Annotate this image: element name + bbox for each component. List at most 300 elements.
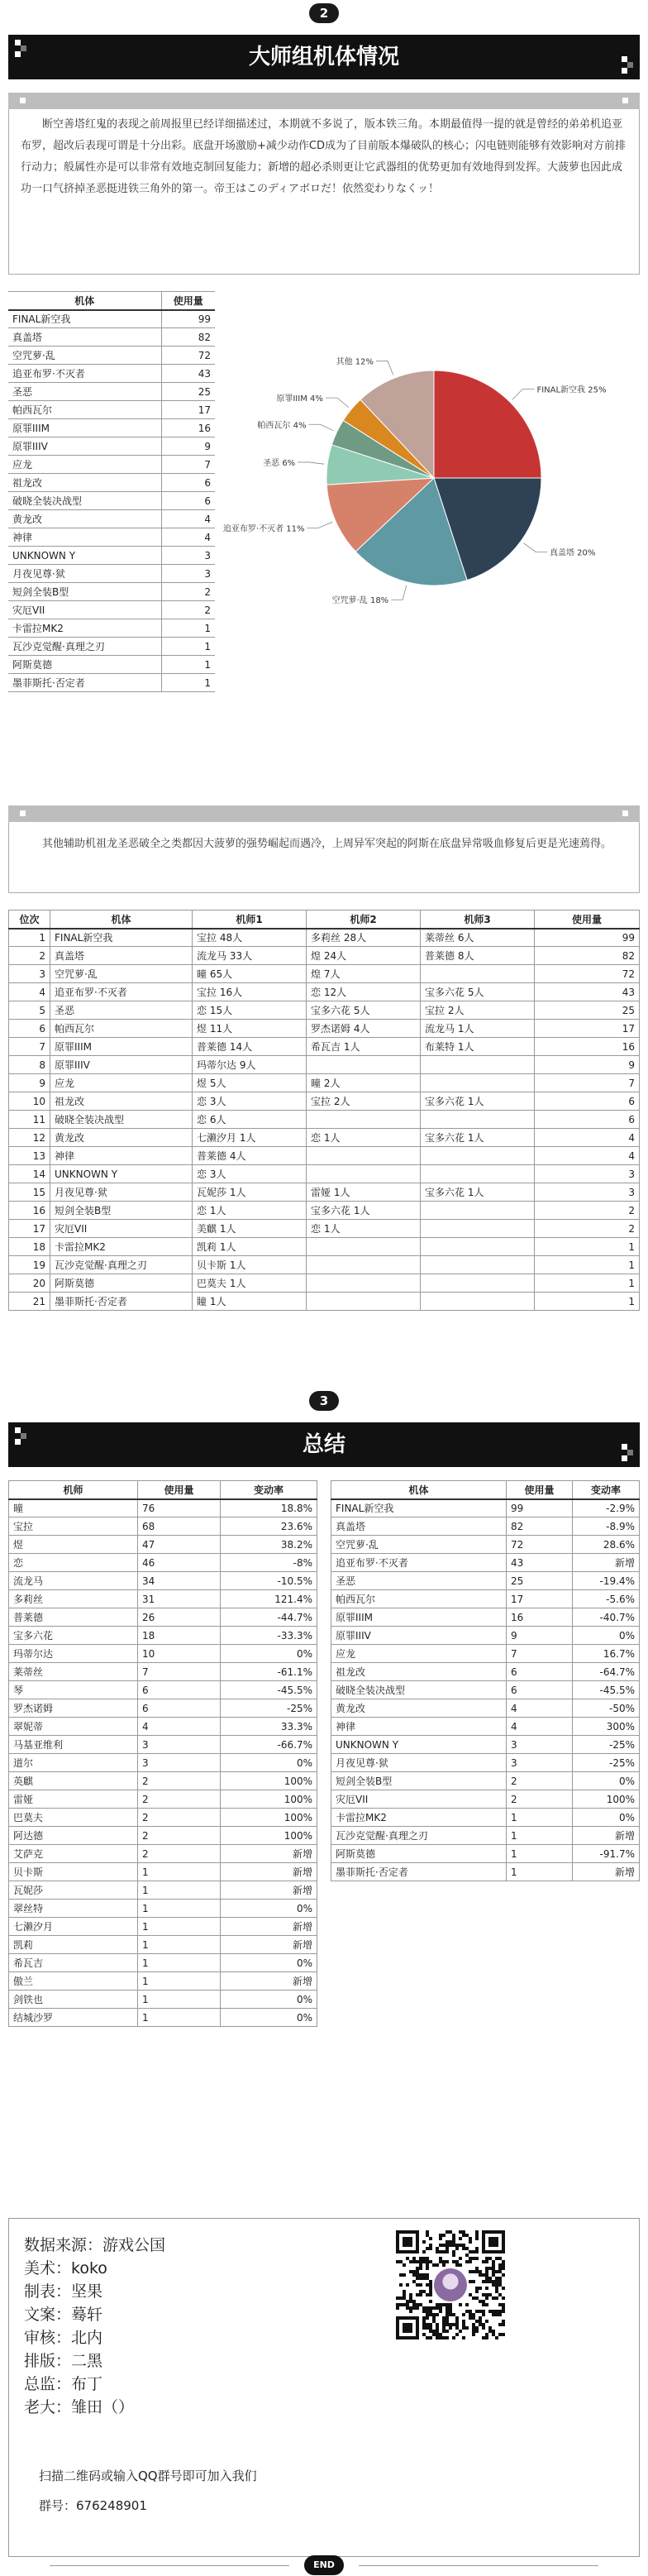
usage-count-cell: 1 [161, 638, 215, 656]
usage-count-cell: 1 [535, 1238, 640, 1256]
pie-leader-line [308, 424, 333, 431]
section-badge-3: 3 [309, 1391, 339, 1411]
usage-count-cell: 2 [161, 601, 215, 619]
pilot1-cell: 曈 65人 [193, 965, 307, 983]
change-rate-cell: 新增 [573, 1863, 640, 1881]
usage-header-count: 使用量 [161, 292, 215, 310]
mech-name-cell: 追亚布罗·不灭者 [50, 983, 193, 1001]
table-row [331, 1718, 640, 1736]
pilot2-cell [307, 1293, 421, 1311]
pie-leader-line [512, 390, 535, 400]
usage-count-cell: 2 [535, 1220, 640, 1238]
pilot3-cell: 宝多六花 1人 [421, 1092, 535, 1111]
change-rate-cell: -2.9% [573, 1499, 640, 1517]
usage-count-cell: 6 [138, 1681, 221, 1699]
pilot-name-cell: 傲兰 [9, 1972, 138, 1991]
pixel-deco [622, 1444, 627, 1450]
credit-line: 审核：北内 [24, 2329, 103, 2347]
section-title: 大师组机体情况 [248, 45, 399, 69]
usage-count-cell: 1 [138, 1881, 221, 1900]
table-row [8, 619, 215, 638]
mech-name-cell: 阿斯莫德 [331, 1845, 507, 1863]
table-row [9, 1183, 640, 1202]
usage-count-cell: 2 [138, 1772, 221, 1790]
rank-cell: 8 [9, 1056, 50, 1074]
change-rate-cell: -91.7% [573, 1845, 640, 1863]
table-row [8, 547, 215, 565]
rank-cell: 5 [9, 1001, 50, 1020]
pilot3-cell: 宝拉 2人 [421, 1001, 535, 1020]
usage-count-cell: 3 [535, 1165, 640, 1183]
pilot2-cell: 多莉丝 28人 [307, 929, 421, 947]
table-row [9, 983, 640, 1001]
usage-count-cell: 2 [507, 1790, 573, 1809]
pilot-name-cell: 剑铁也 [9, 1991, 138, 2009]
pixel-deco [627, 1450, 633, 1455]
usage-count-cell: 10 [138, 1645, 221, 1663]
pie-label: 真盖塔 20% [549, 548, 596, 558]
change-rate-cell: -40.7% [573, 1608, 640, 1627]
table-row [9, 1827, 317, 1845]
usage-count-cell: 72 [161, 346, 215, 365]
usage-count-cell: 1 [507, 1863, 573, 1881]
pilot1-cell: 恋 6人 [193, 1111, 307, 1129]
table-row [8, 565, 215, 583]
usage-count-cell: 1 [507, 1845, 573, 1863]
pilot-name-cell: 七濑汐月 [9, 1918, 138, 1936]
pilot2-cell [307, 1165, 421, 1183]
pilot3-cell [421, 1147, 535, 1165]
mech-name-cell: 阿斯莫德 [50, 1274, 193, 1293]
pilot1-cell: 瓦妮莎 1人 [193, 1183, 307, 1202]
table-row [9, 1918, 317, 1936]
table-row [9, 1293, 640, 1311]
usage-count-cell: 2 [138, 1827, 221, 1845]
pilot-name-cell: 煜 [9, 1536, 138, 1554]
pixel-deco [21, 45, 26, 51]
pilot-name-cell: 宝多六花 [9, 1627, 138, 1645]
pilot-name-cell: 雷娅 [9, 1790, 138, 1809]
pilot3-cell: 宝多六花 1人 [421, 1183, 535, 1202]
change-rate-cell: 18.8% [221, 1499, 317, 1517]
end-badge: END [304, 2555, 344, 2575]
table-row [331, 1627, 640, 1645]
change-rate-cell: 0% [221, 1991, 317, 2009]
change-rate-cell: -45.5% [221, 1681, 317, 1699]
usage-count-cell: 72 [507, 1536, 573, 1554]
detail-header-mech: 机体 [50, 910, 193, 929]
pilot-name-cell: 莱蒂丝 [9, 1663, 138, 1681]
pilot1-cell: 贝卡斯 1人 [193, 1256, 307, 1274]
usage-count-cell: 82 [161, 328, 215, 346]
mech-name-cell: FINAL新空我 [50, 929, 193, 947]
mech-name-cell: 瓦沙克觉醒·真理之刃 [331, 1827, 507, 1845]
change-rate-cell: -33.3% [221, 1627, 317, 1645]
change-rate-cell: -8% [221, 1554, 317, 1572]
usage-count-cell: 1 [535, 1256, 640, 1274]
pilot3-cell [421, 1256, 535, 1274]
credit-line: 美术：koko [24, 2259, 107, 2277]
mech-name-cell: 真盖塔 [8, 328, 161, 346]
usage-count-cell: 1 [138, 1918, 221, 1936]
usage-count-cell: 1 [138, 1936, 221, 1954]
table-row [8, 601, 215, 619]
table-row [8, 365, 215, 383]
change-rate-cell: 38.2% [221, 1536, 317, 1554]
table-row [331, 1772, 640, 1790]
pilot-name-cell: 凯莉 [9, 1936, 138, 1954]
table-row [9, 1111, 640, 1129]
table-row [9, 1590, 317, 1608]
usage-count-cell: 6 [507, 1663, 573, 1681]
pilot2-cell [307, 1274, 421, 1293]
change-rate-cell: 0% [221, 1754, 317, 1772]
mech-header-name: 机体 [331, 1481, 507, 1499]
mech-name-cell: 应龙 [331, 1645, 507, 1663]
pilot2-cell [307, 1111, 421, 1129]
table-row [9, 1681, 317, 1699]
usage-count-cell: 1 [161, 619, 215, 638]
pilot2-cell: 宝多六花 1人 [307, 1202, 421, 1220]
pixel-deco [622, 68, 627, 74]
mech-summary-table [331, 1480, 640, 1881]
table-row [8, 492, 215, 510]
change-rate-cell: 新增 [221, 1845, 317, 1863]
pilot2-cell: 曈 2人 [307, 1074, 421, 1092]
rank-cell: 15 [9, 1183, 50, 1202]
pilot-name-cell: 普莱德 [9, 1608, 138, 1627]
usage-count-cell: 72 [535, 965, 640, 983]
pilot-name-cell: 马基亚维利 [9, 1736, 138, 1754]
rank-cell: 2 [9, 947, 50, 965]
mech-name-cell: 原罪IIIV [8, 437, 161, 456]
credit-line: 老大：雏田（） [24, 2398, 135, 2416]
mech-name-cell: 短剑全装B型 [50, 1202, 193, 1220]
mech-name-cell: 月夜见尊·狱 [331, 1754, 507, 1772]
usage-count-cell: 4 [161, 528, 215, 547]
end-divider [359, 2565, 598, 2566]
usage-count-cell: 17 [507, 1590, 573, 1608]
table-row [331, 1499, 640, 1517]
table-row [9, 1220, 640, 1238]
change-rate-cell: 121.4% [221, 1590, 317, 1608]
usage-count-cell: 3 [138, 1754, 221, 1772]
mech-name-cell: 灾厄VII [8, 601, 161, 619]
usage-count-cell: 1 [507, 1827, 573, 1845]
change-rate-cell: 16.7% [573, 1645, 640, 1663]
table-row [331, 1572, 640, 1590]
mech-name-cell: 月夜见尊·狱 [50, 1183, 193, 1202]
pilot3-cell: 普莱德 8人 [421, 947, 535, 965]
pilot1-cell: 宝拉 16人 [193, 983, 307, 1001]
pie-label: 追亚布罗·不灭者 11% [222, 524, 305, 534]
mech-name-cell: 瓦沙克觉醒·真理之刃 [8, 638, 161, 656]
pilot-name-cell: 瓦妮莎 [9, 1881, 138, 1900]
usage-count-cell: 68 [138, 1517, 221, 1536]
usage-count-cell: 31 [138, 1590, 221, 1608]
pixel-deco [15, 40, 21, 45]
table-row [8, 510, 215, 528]
change-rate-cell: -66.7% [221, 1736, 317, 1754]
mech-header-count: 使用量 [507, 1481, 573, 1499]
usage-count-cell: 9 [535, 1056, 640, 1074]
scan-instruction: 扫描二维码或输入QQ群号即可加入我们 [39, 2468, 257, 2483]
mech-name-cell: 卡雷拉MK2 [331, 1809, 507, 1827]
pixel-deco [15, 51, 21, 57]
mech-name-cell: 空咒萝·乱 [50, 965, 193, 983]
rank-cell: 4 [9, 983, 50, 1001]
pilot-name-cell: 多莉丝 [9, 1590, 138, 1608]
pilot2-cell [307, 1147, 421, 1165]
mech-name-cell: 神律 [8, 528, 161, 547]
pilot1-cell: 美麒 1人 [193, 1220, 307, 1238]
pilot2-cell: 希瓦吉 1人 [307, 1038, 421, 1056]
table-row [8, 583, 215, 601]
pilot2-cell: 雷娅 1人 [307, 1183, 421, 1202]
table-row [9, 1074, 640, 1092]
usage-count-cell: 1 [161, 656, 215, 674]
pilot-name-cell: 曈 [9, 1499, 138, 1517]
table-row [9, 1238, 640, 1256]
table-row [9, 1881, 317, 1900]
table-row [9, 1020, 640, 1038]
mech-name-cell: 瓦沙克觉醒·真理之刃 [50, 1256, 193, 1274]
pilot3-cell [421, 1238, 535, 1256]
pilot2-cell: 煌 24人 [307, 947, 421, 965]
usage-count-cell: 17 [535, 1020, 640, 1038]
table-row [8, 528, 215, 547]
mech-name-cell: 原罪IIIV [331, 1627, 507, 1645]
table-row [8, 419, 215, 437]
pilot-name-cell: 贝卡斯 [9, 1863, 138, 1881]
usage-count-cell: 16 [535, 1038, 640, 1056]
pilot-name-cell: 巴莫夫 [9, 1809, 138, 1827]
pie-leader-line [326, 398, 349, 407]
table-row [9, 1129, 640, 1147]
usage-count-cell: 7 [138, 1663, 221, 1681]
mech-name-cell: 墨菲斯托·否定者 [50, 1293, 193, 1311]
change-rate-cell: 新增 [221, 1881, 317, 1900]
pilot1-cell: 玛蒂尔达 9人 [193, 1056, 307, 1074]
usage-count-cell: 2 [161, 583, 215, 601]
pilot-name-cell: 玛蒂尔达 [9, 1645, 138, 1663]
change-rate-cell: 100% [573, 1790, 640, 1809]
pixel-deco [15, 1439, 21, 1445]
mech-name-cell: 圣恶 [50, 1001, 193, 1020]
pilot-name-cell: 流龙马 [9, 1572, 138, 1590]
table-row [9, 1809, 317, 1827]
table-row [331, 1827, 640, 1845]
rank-cell: 9 [9, 1074, 50, 1092]
credit-line: 文案：蓦轩 [24, 2306, 103, 2324]
table-row [9, 947, 640, 965]
change-rate-cell: 0% [221, 1645, 317, 1663]
table-row [331, 1754, 640, 1772]
detail-header-pilot3: 机师3 [421, 910, 535, 929]
usage-count-cell: 4 [138, 1718, 221, 1736]
table-row [9, 1845, 317, 1863]
pilot1-cell: 普莱德 14人 [193, 1038, 307, 1056]
mech-name-cell: 原罪IIIV [50, 1056, 193, 1074]
intro-paragraph: 断空善塔红鬼的表现之前周报里已经详细描述过，本期就不多说了，版本铁三角。本期最值得一提的就是曾经的弟弟机追亚布罗，超改后表现可谓是十分出彩。底盘开场激励+减少动作CD成为了目前版本爆破队的核心；闪电链则能够有效影响对方前排行动力；般属性亦是可以非常有效地克制回复能力；新增的超必杀则更让它武器组的优势更加有效地得到发挥。大菠萝也因此成功一口气挤掉圣恶挺进铁三角外的第一。帝王はこのディアボロだ！依然変わりなくッ！ [8, 109, 640, 275]
section-badge-2: 2 [309, 3, 339, 23]
change-rate-cell: -25% [573, 1754, 640, 1772]
detail-header-pilot2: 机师2 [307, 910, 421, 929]
pie-label: 其他 12% [336, 357, 374, 367]
mech-name-cell: 祖龙改 [50, 1092, 193, 1111]
mech-name-cell: 短剑全装B型 [331, 1772, 507, 1790]
usage-count-cell: 16 [161, 419, 215, 437]
usage-count-cell: 2 [507, 1772, 573, 1790]
table-row [8, 474, 215, 492]
table-row [9, 1608, 317, 1627]
mech-name-cell: UNKNOWN Y [331, 1736, 507, 1754]
usage-count-cell: 17 [161, 401, 215, 419]
pilot3-cell: 宝多六花 1人 [421, 1129, 535, 1147]
usage-count-cell: 6 [535, 1092, 640, 1111]
usage-count-cell: 1 [138, 1863, 221, 1881]
rank-cell: 19 [9, 1256, 50, 1274]
usage-count-cell: 99 [161, 310, 215, 328]
pilot1-cell: 普莱德 4人 [193, 1147, 307, 1165]
table-row [9, 1147, 640, 1165]
mech-name-cell: 原罪IIIM [50, 1038, 193, 1056]
usage-count-cell: 1 [507, 1809, 573, 1827]
usage-count-cell: 7 [535, 1074, 640, 1092]
pie-label: 帕西瓦尔 4% [257, 421, 307, 431]
rank-cell: 18 [9, 1238, 50, 1256]
qr-code-icon[interactable] [396, 2230, 505, 2339]
table-row [8, 656, 215, 674]
credits-list [24, 2234, 165, 2419]
mech-name-cell: 帕西瓦尔 [8, 401, 161, 419]
pilot2-cell: 恋 1人 [307, 1129, 421, 1147]
usage-count-cell: 16 [507, 1608, 573, 1627]
change-rate-cell: 新增 [221, 1972, 317, 1991]
usage-count-cell: 3 [138, 1736, 221, 1754]
table-row [331, 1863, 640, 1881]
usage-count-cell: 26 [138, 1608, 221, 1627]
change-rate-cell: 100% [221, 1827, 317, 1845]
table-row [9, 1001, 640, 1020]
table-row [331, 1663, 640, 1681]
change-rate-cell: -44.7% [221, 1608, 317, 1627]
table-row [9, 1863, 317, 1881]
mech-name-cell: 短剑全装B型 [8, 583, 161, 601]
change-rate-cell: 0% [573, 1627, 640, 1645]
pilot1-cell: 流龙马 33人 [193, 947, 307, 965]
change-rate-cell: -45.5% [573, 1681, 640, 1699]
table-row [331, 1845, 640, 1863]
rank-cell: 12 [9, 1129, 50, 1147]
table-row [9, 1736, 317, 1754]
pie-leader-line [391, 585, 406, 600]
section-title: 总结 [302, 1432, 345, 1457]
pilot3-cell [421, 1293, 535, 1311]
mech-name-cell: 空咒萝·乱 [331, 1536, 507, 1554]
change-rate-cell: 28.6% [573, 1536, 640, 1554]
change-rate-cell: 新增 [573, 1827, 640, 1845]
rank-cell: 10 [9, 1092, 50, 1111]
usage-count-cell: 1 [535, 1274, 640, 1293]
table-row [9, 1900, 317, 1918]
table-row [9, 1554, 317, 1572]
usage-count-cell: 9 [507, 1627, 573, 1645]
usage-count-cell: 4 [507, 1718, 573, 1736]
table-row [9, 1202, 640, 1220]
pilot3-cell: 流龙马 1人 [421, 1020, 535, 1038]
change-rate-cell: 0% [221, 2009, 317, 2027]
credit-line: 总监：布丁 [24, 2375, 103, 2393]
mech-name-cell: UNKNOWN Y [50, 1165, 193, 1183]
table-row [8, 437, 215, 456]
detail-header-rank: 位次 [9, 910, 50, 929]
change-rate-cell: 23.6% [221, 1517, 317, 1536]
usage-count-cell: 76 [138, 1499, 221, 1517]
rank-cell: 16 [9, 1202, 50, 1220]
end-divider [50, 2565, 289, 2566]
usage-count-cell: 6 [161, 492, 215, 510]
usage-count-cell: 4 [535, 1147, 640, 1165]
mech-name-cell: 神律 [50, 1147, 193, 1165]
pilot1-cell: 恋 3人 [193, 1165, 307, 1183]
usage-count-cell: 3 [507, 1754, 573, 1772]
change-rate-cell: 100% [221, 1772, 317, 1790]
pilot3-cell [421, 1111, 535, 1129]
usage-count-cell: 18 [138, 1627, 221, 1645]
table-row [8, 310, 215, 328]
mech-name-cell: 破晓全装决战型 [8, 492, 161, 510]
table-row [9, 1627, 317, 1645]
usage-count-cell: 6 [507, 1681, 573, 1699]
pie-label: 空咒萝·乱 18% [331, 596, 389, 606]
usage-count-cell: 46 [138, 1554, 221, 1572]
usage-count-cell: 25 [507, 1572, 573, 1590]
table-row [8, 638, 215, 656]
pilot1-cell: 瞳 1人 [193, 1293, 307, 1311]
usage-count-cell: 82 [535, 947, 640, 965]
change-rate-cell: -10.5% [221, 1572, 317, 1590]
pilot3-cell [421, 1274, 535, 1293]
mech-name-cell: 墨菲斯托·否定者 [8, 674, 161, 692]
pilot3-cell [421, 1074, 535, 1092]
change-rate-cell: -61.1% [221, 1663, 317, 1681]
usage-header-mech: 机体 [8, 292, 161, 310]
usage-count-cell: 43 [507, 1554, 573, 1572]
table-row [331, 1699, 640, 1718]
pilot-header-change: 变动率 [221, 1481, 317, 1499]
pie-label: 圣恶 6% [263, 458, 296, 468]
pie-leader-line [307, 522, 333, 528]
change-rate-cell: 0% [573, 1809, 640, 1827]
change-rate-cell: 0% [221, 1954, 317, 1972]
table-row [8, 383, 215, 401]
rank-cell: 21 [9, 1293, 50, 1311]
table-row [331, 1554, 640, 1572]
usage-count-cell: 3 [535, 1183, 640, 1202]
pilot1-cell: 恋 15人 [193, 1001, 307, 1020]
mech-name-cell: 黄龙改 [8, 510, 161, 528]
table-row [9, 1536, 317, 1554]
pie-leader-line [376, 361, 393, 375]
usage-count-cell: 4 [535, 1129, 640, 1147]
usage-count-cell: 1 [161, 674, 215, 692]
rank-cell: 14 [9, 1165, 50, 1183]
credit-line: 排版：二黑 [24, 2352, 103, 2370]
mech-name-cell: 灾厄VII [331, 1790, 507, 1809]
usage-count-cell: 99 [535, 929, 640, 947]
table-row [331, 1790, 640, 1809]
